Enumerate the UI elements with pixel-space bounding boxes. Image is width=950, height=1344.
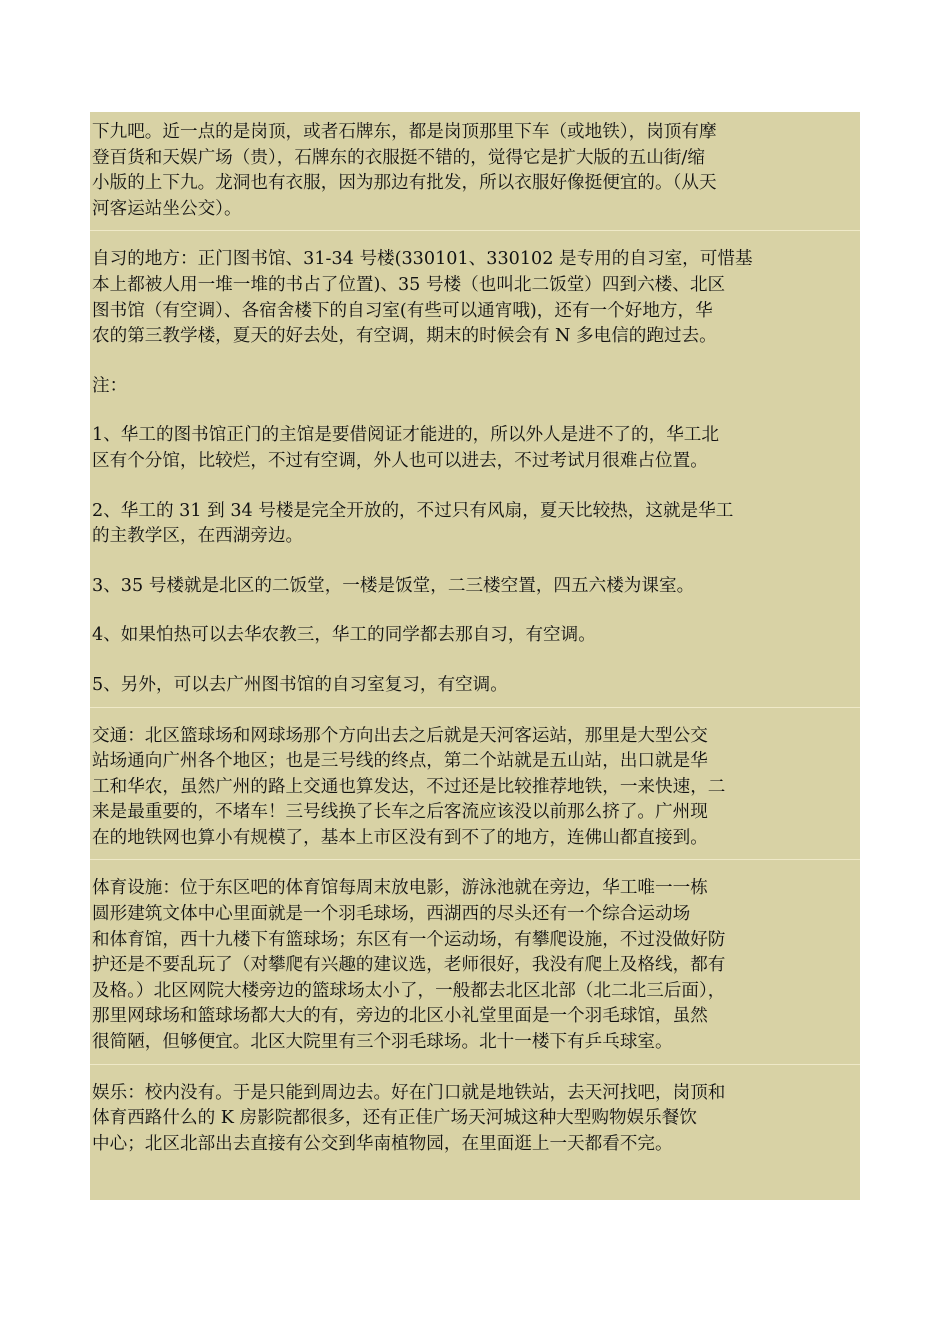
text-line: 小版的上下九。龙洞也有衣服，因为那边有批发，所以衣服好像挺便宜的。（从天	[92, 173, 717, 194]
text-line: 体育设施：位于东区吧的体育馆每周末放电影，游泳池就在旁边，华工唯一一栋	[92, 878, 708, 899]
note-item-2	[92, 499, 860, 550]
text-line: 那里网球场和篮球场都大大的有，旁边的北区小礼堂里面是一个羽毛球馆，虽然	[92, 1006, 708, 1027]
text-line: 河客运站坐公交）。	[92, 198, 242, 219]
text-line: 体育西路什么的 K 房影院都很多，还有正佳广场天河城这种大型购物娱乐餐饮	[92, 1108, 697, 1129]
text-line: 的主教学区，在西湖旁边。	[92, 526, 304, 547]
text-line: 本上都被人用一堆一堆的书占了位置)、35 号楼（也叫北二饭堂）四到六楼、北区	[92, 274, 726, 295]
text-line: 5、另外，可以去广州图书馆的自习室复习，有空调。	[92, 674, 508, 695]
text-line: 在的地铁网也算小有规模了，基本上市区没有到不了的地方，连佛山都直接到。	[92, 827, 708, 848]
document-page	[90, 112, 860, 1200]
text-line: 来是最重要的，不堵车！三号线换了长车之后客流应该没以前那么挤了。广州现	[92, 802, 708, 823]
text-line: 区有个分馆，比较烂，不过有空调，外人也可以进去，不过考试月很难占位置。	[92, 450, 708, 471]
section-divider	[90, 707, 860, 708]
text-line: 图书馆（有空调）、各宿舍楼下的自习室(有些可以通宵哦)，还有一个好地方，华	[92, 300, 713, 321]
text-line: 注：	[92, 375, 128, 396]
paragraph-transport	[92, 724, 860, 852]
note-heading	[92, 374, 860, 400]
paragraph-sports	[92, 876, 860, 1055]
text-line: 下九吧。近一点的是岗顶，或者石牌东，都是岗顶那里下车（或地铁），岗顶有摩	[92, 122, 717, 142]
section-divider	[90, 1064, 860, 1065]
text-line: 4、如果怕热可以去华农教三，华工的同学都去那自习，有空调。	[92, 625, 596, 646]
text-line: 登百货和天娱广场（贵），石牌东的衣服挺不错的，觉得它是扩大版的五山街/缩	[92, 147, 705, 168]
note-item-3	[92, 574, 860, 600]
text-line: 1、华工的图书馆正门的主馆是要借阅证才能进的，所以外人是进不了的，华工北	[92, 425, 719, 446]
text-line: 及格。）北区网院大楼旁边的篮球场太小了，一般都去北区北部（北二北三后面），	[92, 980, 726, 1001]
text-line: 和体育馆，西十九楼下有篮球场；东区有一个运动场，有攀爬设施，不过没做好防	[92, 929, 726, 950]
paragraph-study-places	[92, 247, 860, 349]
text-line: 站场通向广州各个地区；也是三号线的终点，第二个站就是五山站，出口就是华	[92, 751, 708, 772]
text-line: 农的第三教学楼，夏天的好去处，有空调，期末的时候会有 N 多电信的跑过去。	[92, 326, 717, 347]
note-item-4	[92, 623, 860, 649]
text-line: 圆形建筑文体中心里面就是一个羽毛球场，西湖西的尽头还有一个综合运动场	[92, 904, 691, 925]
text-line: 中心；北区北部出去直接有公交到华南植物园，在里面逛上一天都看不完。	[92, 1133, 673, 1154]
paragraph-shopping	[92, 120, 860, 222]
section-divider	[90, 859, 860, 860]
text-line: 很简陋，但够便宜。北区大院里有三个羽毛球场。北十一楼下有乒乓球室。	[92, 1032, 673, 1053]
paragraph-entertainment	[92, 1081, 860, 1158]
note-item-1	[92, 423, 860, 474]
text-line: 2、华工的 31 到 34 号楼是完全开放的，不过只有风扇，夏天比较热，这就是华工	[92, 500, 734, 521]
text-line: 自习的地方：正门图书馆、31-34 号楼(330101、330102 是专用的自习室，可惜基	[92, 249, 753, 270]
section-divider	[90, 230, 860, 231]
text-line: 工和华农，虽然广州的路上交通也算发达，不过还是比较推荐地铁，一来快速，二	[92, 776, 726, 797]
text-line: 娱乐：校内没有。于是只能到周边去。好在门口就是地铁站，去天河找吧，岗顶和	[92, 1082, 726, 1103]
note-item-5	[92, 673, 860, 699]
text-line: 3、35 号楼就是北区的二饭堂，一楼是饭堂，二三楼空置，四五六楼为课室。	[92, 575, 695, 596]
text-line: 护还是不要乱玩了（对攀爬有兴趣的建议选，老师很好，我没有爬上及格线，都有	[92, 955, 726, 976]
text-line: 交通：北区篮球场和网球场那个方向出去之后就是天河客运站，那里是大型公交	[92, 725, 708, 746]
